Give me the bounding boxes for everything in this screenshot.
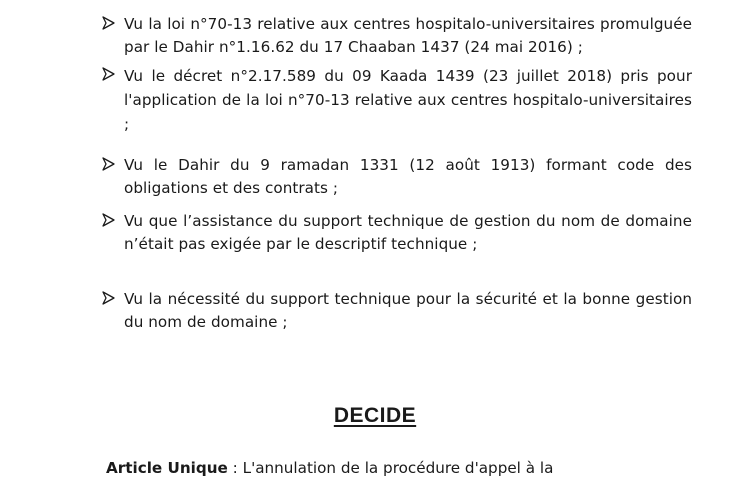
consideration-text: Vu la nécessité du support technique pour la sécurité et la bonne gestion du nom de domaine ; — [124, 290, 692, 331]
arrow-bullet-icon — [102, 288, 115, 308]
decision-heading — [0, 404, 750, 428]
consideration-text: Vu que l’assistance du support technique de gestion du nom de domaine n’était pas exigée par le descriptif technique ; — [124, 212, 692, 253]
arrow-bullet-icon — [102, 154, 115, 174]
consideration-item — [102, 210, 692, 256]
arrow-bullet-icon — [102, 64, 115, 84]
article-label: Article Unique — [106, 459, 228, 477]
consideration-item — [102, 154, 692, 200]
arrow-bullet-icon — [102, 210, 115, 230]
consideration-item — [102, 13, 692, 59]
consideration-text: Vu la loi n°70-13 relative aux centres hospitalo-universitaires promulguée par le Dahir n°1.16.62 du 17 Chaaban 1437 (24 mai 2016) ; — [124, 15, 692, 56]
consideration-text: Vu le Dahir du 9 ramadan 1331 (12 août 1913) formant code des obligations et des contrats ; — [124, 156, 692, 197]
consideration-text: Vu le décret n°2.17.589 du 09 Kaada 1439 (23 juillet 2018) pris pour l'application de la loi n°70-13 relative aux centres hospitalo-universitaires ; — [124, 67, 692, 133]
decision-heading-text: DECIDE — [333, 404, 417, 427]
article-text: : L'annulation de la procédure d'appel à la — [232, 459, 554, 477]
consideration-item — [102, 64, 692, 136]
consideration-item — [102, 288, 692, 334]
article-line — [106, 456, 553, 480]
arrow-bullet-icon — [102, 13, 115, 33]
